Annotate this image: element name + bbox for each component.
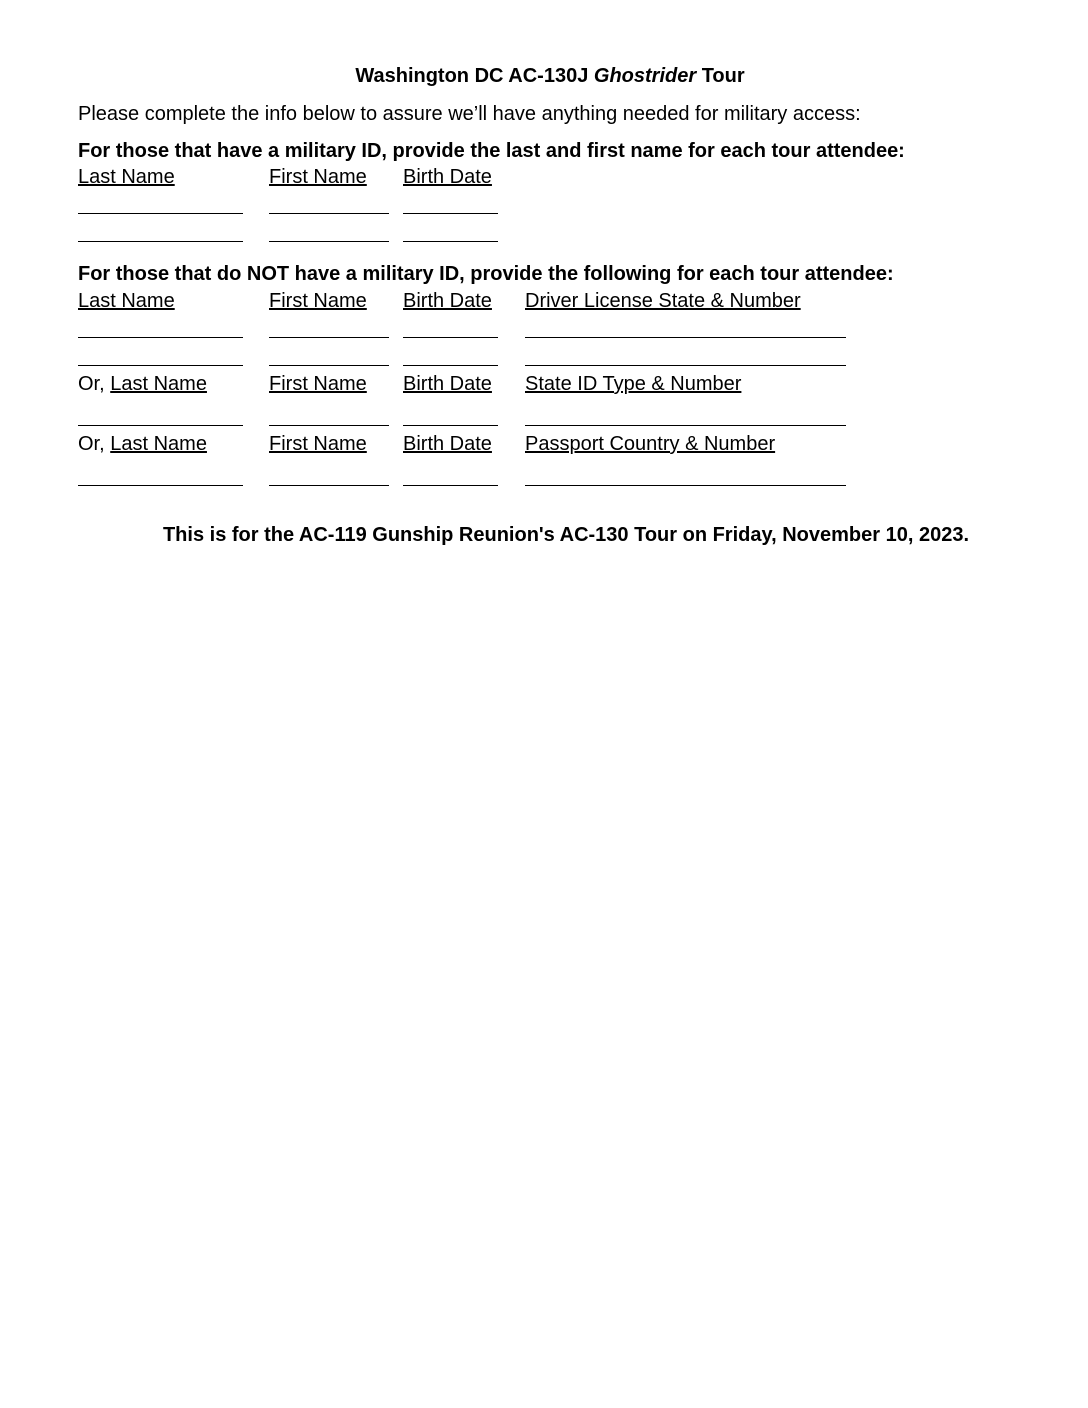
dl-row1-last-name-field[interactable] <box>78 337 243 338</box>
intro-text: Please complete the info below to assure we’ll have anything needed for military access: <box>78 103 861 125</box>
col-birth-date: Birth Date <box>403 290 492 312</box>
passport-number-field[interactable] <box>525 485 846 486</box>
col-birth-date: Birth Date <box>403 373 492 395</box>
stateid-birth-date-field[interactable] <box>403 425 498 426</box>
col-last-name: Last Name <box>78 166 175 188</box>
military-row2-last-name-field[interactable] <box>78 241 243 242</box>
passport-last-name-label: Or, Last Name <box>78 433 207 455</box>
military-row2-first-name-field[interactable] <box>269 241 389 242</box>
dl-row2-birth-date-field[interactable] <box>403 365 498 366</box>
military-section-heading: For those that have a military ID, provide the last and first name for each tour attendee: <box>78 140 905 162</box>
col-first-name: First Name <box>269 433 367 455</box>
col-state-id: State ID Type & Number <box>525 373 742 395</box>
page-title: Washington DC AC-130J Ghostrider Tour <box>355 65 745 87</box>
stateid-first-name-field[interactable] <box>269 425 389 426</box>
col-birth-date: Birth Date <box>403 166 492 188</box>
col-birth-date: Birth Date <box>403 433 492 455</box>
stateid-last-name-field[interactable] <box>78 425 243 426</box>
footer-note: This is for the AC-119 Gunship Reunion's AC-130 Tour on Friday, November 10, 2023. <box>162 524 970 546</box>
military-row1-last-name-field[interactable] <box>78 213 243 214</box>
dl-row2-last-name-field[interactable] <box>78 365 243 366</box>
military-row1-first-name-field[interactable] <box>269 213 389 214</box>
col-first-name: First Name <box>269 166 367 188</box>
title-italic: Ghostrider <box>593 65 697 87</box>
col-first-name: First Name <box>269 290 367 312</box>
military-row1-birth-date-field[interactable] <box>403 213 498 214</box>
passport-first-name-field[interactable] <box>269 485 389 486</box>
state-id-last-name-label: Or, Last Name <box>78 373 207 395</box>
col-first-name: First Name <box>269 373 367 395</box>
dl-row2-license-field[interactable] <box>525 365 846 366</box>
dl-row2-first-name-field[interactable] <box>269 365 389 366</box>
dl-row1-first-name-field[interactable] <box>269 337 389 338</box>
passport-birth-date-field[interactable] <box>403 485 498 486</box>
dl-row1-birth-date-field[interactable] <box>403 337 498 338</box>
passport-last-name-field[interactable] <box>78 485 243 486</box>
col-last-name: Last Name <box>78 290 175 312</box>
stateid-number-field[interactable] <box>525 425 846 426</box>
military-row2-birth-date-field[interactable] <box>403 241 498 242</box>
dl-row1-license-field[interactable] <box>525 337 846 338</box>
col-driver-license: Driver License State & Number <box>525 290 801 312</box>
col-passport: Passport Country & Number <box>525 433 776 455</box>
civilian-section-heading: For those that do NOT have a military ID, provide the following for each tour attendee: <box>78 263 894 285</box>
